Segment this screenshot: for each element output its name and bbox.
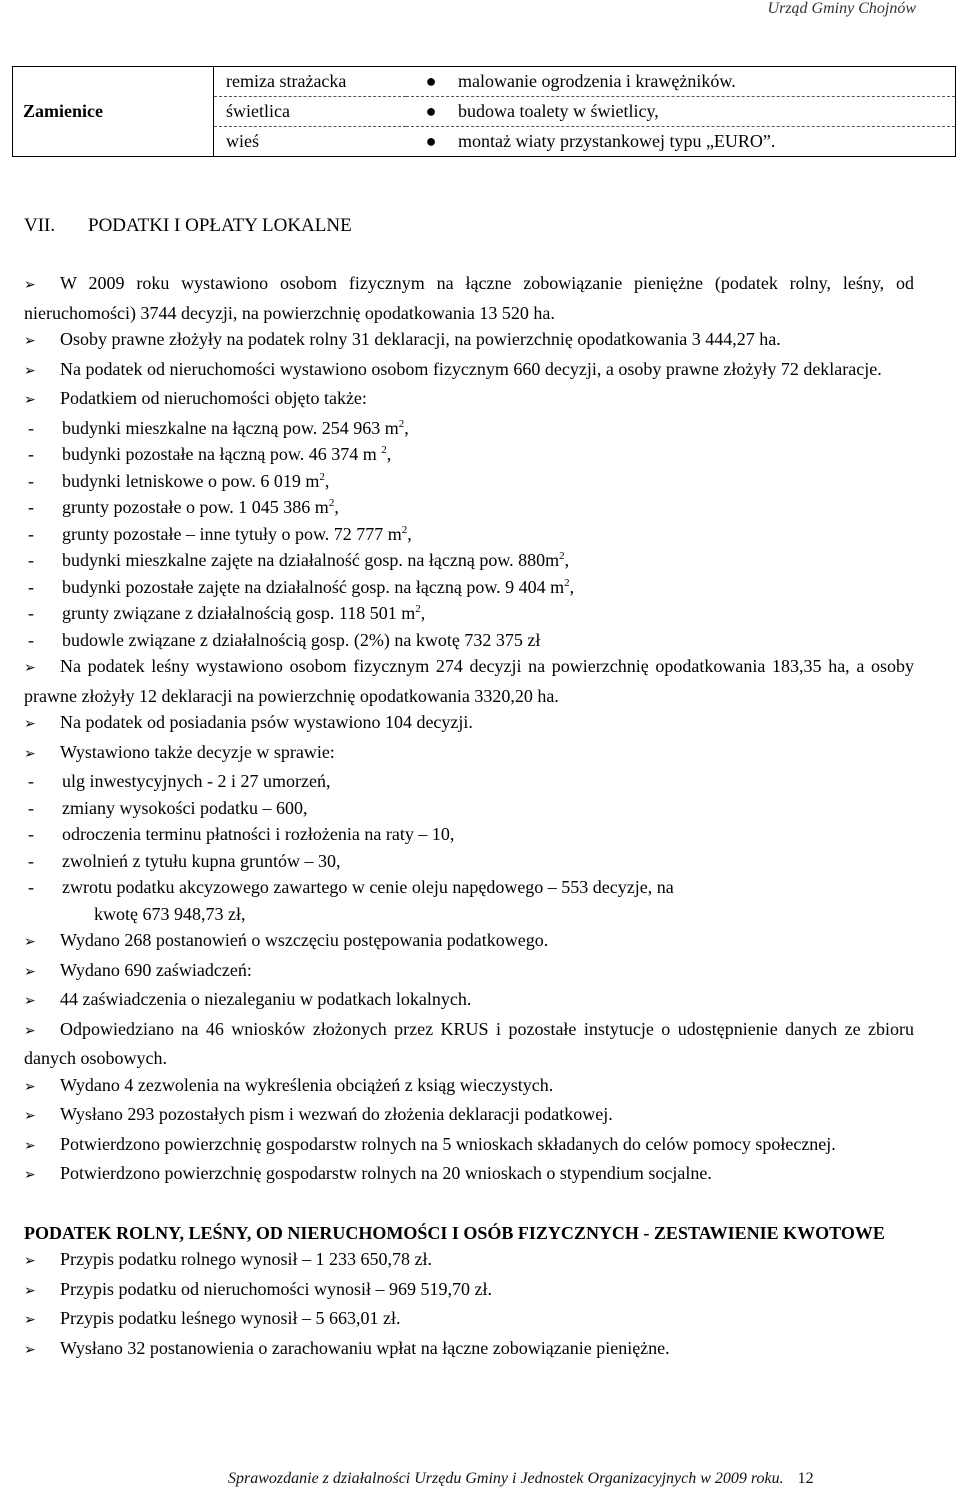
arrow-bullet-icon: ➢ — [24, 964, 36, 980]
sub-item: - grunty związane z działalnością gosp. 118 501 $m^2$, — [28, 603, 426, 623]
item-text: Przypis podatku rolnego wynosił – 1 233 650,78 zł. — [60, 1249, 432, 1269]
arrow-bullet-icon: ➢ — [24, 1138, 36, 1154]
item-text: Potwierdzono powierzchnię gospodarstw rolnych na 20 wnioskach o stypendium socjalne. — [60, 1163, 712, 1183]
task-cell — [406, 67, 956, 97]
item-text: 44 zaświadczenia o niezaleganiu w podatkach lokalnych. — [60, 989, 472, 1009]
sub-text: grunty pozostałe – inne tytuły o pow. 72 777 m — [62, 523, 402, 544]
item-text: Osoby prawne złożyły na podatek rolny 31 deklaracji, na powierzchnię opodatkowania 3 444,27 ha. — [60, 329, 781, 349]
list-item — [24, 1305, 914, 1335]
arrow-bullet-icon: ➢ — [24, 334, 36, 349]
arrow-bullet-icon: ➢ — [24, 717, 36, 732]
dot-bullet-icon: ● — [425, 131, 437, 151]
dot-bullet-icon: ● — [425, 101, 437, 121]
arrow-bullet-icon: ➢ — [24, 1079, 36, 1095]
item-text: Wysłano 32 postanowienia o zarachowaniu wpłat na łączne zobowiązanie pieniężne. — [60, 1337, 670, 1358]
sub-item: - budynki pozostałe zajęte na działalność gosp. na łączną pow. 9 404 $m^2$, — [28, 576, 575, 597]
list-item — [24, 1016, 914, 1072]
sub-text: grunty związane z działalnością gosp. 118 501 m — [62, 603, 416, 623]
list-item — [24, 1160, 914, 1190]
sub-text: zwolnień z tytułu kupna gruntów – 30, — [62, 850, 341, 871]
arrow-bullet-icon: ➢ — [24, 1313, 36, 1328]
item-text: Wysłano 293 pozostałych pism i wezwań do złożenia deklaracji podatkowej. — [60, 1104, 613, 1124]
item-text: Przypis podatku leśnego wynosił – 5 663,01 zł. — [60, 1308, 401, 1328]
arrow-bullet-icon: ➢ — [24, 1283, 36, 1299]
list-item — [24, 709, 914, 739]
task-cell — [406, 97, 956, 127]
item-text: Wydano 4 zezwolenia na wykreślenia obciążeń z ksiąg wieczystych. — [60, 1074, 554, 1095]
table-row — [13, 67, 956, 97]
sub-text: zwrotu podatku akcyzowego zawartego w cenie oleju napędowego – 553 decyzje, na — [62, 877, 674, 897]
list-item — [24, 1276, 914, 1306]
arrow-bullet-icon: ➢ — [24, 1109, 36, 1124]
object-cell: wieś — [214, 127, 407, 157]
sub-item: - budynki pozostałe na łączną pow. 46 374 m $^2$, — [28, 444, 392, 464]
arrow-bullet-icon: ➢ — [24, 393, 36, 408]
sub-item: - budynki mieszkalne na łączną pow. 254 963 $m^2$, — [28, 417, 409, 438]
task-text: montaż wiaty przystankowej typu „EURO”. — [458, 131, 776, 151]
sub-text: budynki mieszkalne zajęte na działalność gosp. na łączną pow. 880m — [62, 550, 560, 570]
sub-text: zmiany wysokości podatku – 600, — [62, 797, 308, 818]
footer-text: Sprawozdanie z działalności Urzędu Gminy i Jednostek Organizacyjnych w 2009 roku. — [228, 1470, 784, 1487]
item-text: Podatkiem od nieruchomości objęto także: — [60, 388, 367, 408]
sub-text: odroczenia terminu płatności i rozłożenia na raty – 10, — [62, 824, 455, 844]
sub-item: - odroczenia terminu płatności i rozłożenia na raty – 10, — [28, 824, 455, 844]
arrow-bullet-icon: ➢ — [24, 935, 36, 950]
page-number: 12 — [797, 1470, 814, 1487]
sub-item: - zwrotu podatku akcyzowego zawartego w cenie oleju napędowego – 553 decyzje, na — [28, 877, 674, 897]
item-text: Potwierdzono powierzchnię gospodarstw rolnych na 5 wnioskach składanych do celów pomocy społecznej. — [60, 1133, 836, 1154]
list-item — [24, 653, 914, 709]
list-item — [24, 927, 914, 957]
list-item — [24, 1101, 914, 1131]
sub-item: - ulg inwestycyjnych - 2 i 27 umorzeń, — [28, 771, 331, 791]
item-text: Odpowiedziano na 46 wniosków złożonych przez KRUS i pozostałe instytucje o udostępnienie danych ze zbioru danych osobowych. — [24, 1018, 914, 1068]
arrow-bullet-icon: ➢ — [24, 1168, 36, 1183]
item-text: Wydano 690 zaświadczeń: — [60, 959, 252, 980]
list-item — [24, 326, 914, 356]
sub-text: ulg inwestycyjnych - 2 i 27 umorzeń, — [62, 771, 331, 791]
list-item — [24, 1335, 914, 1365]
list-item — [24, 1131, 914, 1161]
arrow-bullet-icon: ➢ — [24, 363, 36, 379]
section-title — [24, 215, 352, 237]
summary-title: PODATEK ROLNY, LEŚNY, OD NIERUCHOMOŚCI I OSÓB FIZYCZNYCH - ZESTAWIENIE KWOTOWE — [24, 1222, 885, 1243]
item-text: W 2009 roku wystawiono osobom fizycznym na łączne zobowiązanie pieniężne (podatek rolny, leśny, od nieruchomości) 3744 decyzji, na powierzchnię opodatkowania 13 520 ha. — [24, 273, 914, 323]
section-heading: PODATKI I OPŁATY LOKALNE — [88, 215, 352, 236]
list-item — [24, 957, 914, 987]
sub-item: - grunty pozostałe o pow. 1 045 386 $m^2$, — [28, 497, 339, 517]
item-text: Na podatek od posiadania psów wystawiono 104 decyzji. — [60, 712, 473, 732]
sub-item: - grunty pozostałe – inne tytuły o pow. 72 777 $m^2$, — [28, 523, 412, 544]
sub-text: budynki pozostałe zajęte na działalność gosp. na łączną pow. 9 404 m — [62, 576, 565, 597]
arrow-bullet-icon: ➢ — [24, 278, 36, 293]
sub-item: - budynki mieszkalne zajęte na działalność gosp. na łączną pow. $880m^2$, — [28, 550, 570, 570]
task-cell — [406, 127, 956, 157]
arrow-bullet-icon: ➢ — [24, 1342, 36, 1358]
task-text: budowa toalety w świetlicy, — [458, 101, 659, 121]
section-number: VII. — [24, 215, 56, 236]
content — [24, 270, 914, 1364]
sub-text: budynki pozostałe na łączną pow. 46 374 m — [62, 444, 382, 464]
task-text: malowanie ogrodzenia i krawężników. — [458, 71, 736, 91]
item-text: Na podatek leśny wystawiono osobom fizycznym 274 decyzji na powierzchnię opodatkowania 183,35 ha, a osoby prawne złożyły 12 deklaracji na powierzchnię opodatkowania 3320,20 ha. — [24, 656, 914, 706]
list-item — [24, 270, 914, 326]
page-footer — [228, 1470, 814, 1488]
item-text: Na podatek od nieruchomości wystawiono osobom fizycznym 660 decyzji, a osoby prawne złożyły 72 deklaracje. — [60, 358, 882, 379]
dot-bullet-icon: ● — [425, 71, 437, 91]
list-item — [24, 986, 914, 1016]
sub-item: - budowle związane z działalnością gosp. (2%) na kwotę 732 375 zł — [28, 629, 541, 650]
sub-item: - budynki letniskowe o pow. 6 019 $m^2$, — [28, 470, 330, 491]
sub-item: - zmiany wysokości podatku – 600, — [28, 797, 308, 818]
sub-text: budynki mieszkalne na łączną pow. 254 963 m — [62, 417, 399, 438]
arrow-bullet-icon: ➢ — [24, 994, 36, 1009]
item-text: Przypis podatku od nieruchomości wynosił – 969 519,70 zł. — [60, 1278, 492, 1299]
item-text: Wydano 268 postanowień o wszczęciu postępowania podatkowego. — [60, 930, 549, 950]
object-cell: świetlica — [214, 97, 407, 127]
list-item — [24, 1072, 914, 1102]
arrow-bullet-icon: ➢ — [24, 746, 36, 762]
sub-text: grunty pozostałe o pow. 1 045 386 m — [62, 497, 329, 517]
header-org: Urząd Gminy Chojnów — [767, 0, 916, 17]
arrow-bullet-icon: ➢ — [24, 1254, 36, 1269]
list-item — [24, 356, 914, 386]
list-item — [24, 739, 914, 769]
list-item — [24, 385, 914, 415]
arrow-bullet-icon: ➢ — [24, 1023, 36, 1039]
sub-item: - zwolnień z tytułu kupna gruntów – 30, — [28, 850, 341, 871]
item-text: Wystawiono także decyzje w sprawie: — [60, 741, 335, 762]
village-name: Zamienice — [13, 67, 214, 157]
sub-item-continuation: kwotę 673 948,73 zł, — [94, 903, 246, 924]
list-item — [24, 1246, 914, 1276]
sub-text: budynki letniskowe o pow. 6 019 m — [62, 470, 320, 491]
arrow-bullet-icon: ➢ — [24, 661, 36, 676]
sub-text: budowle związane z działalnością gosp. (2%) na kwotę 732 375 zł — [62, 629, 541, 650]
object-cell: remiza strażacka — [214, 67, 407, 97]
zamienice-table — [12, 66, 956, 157]
